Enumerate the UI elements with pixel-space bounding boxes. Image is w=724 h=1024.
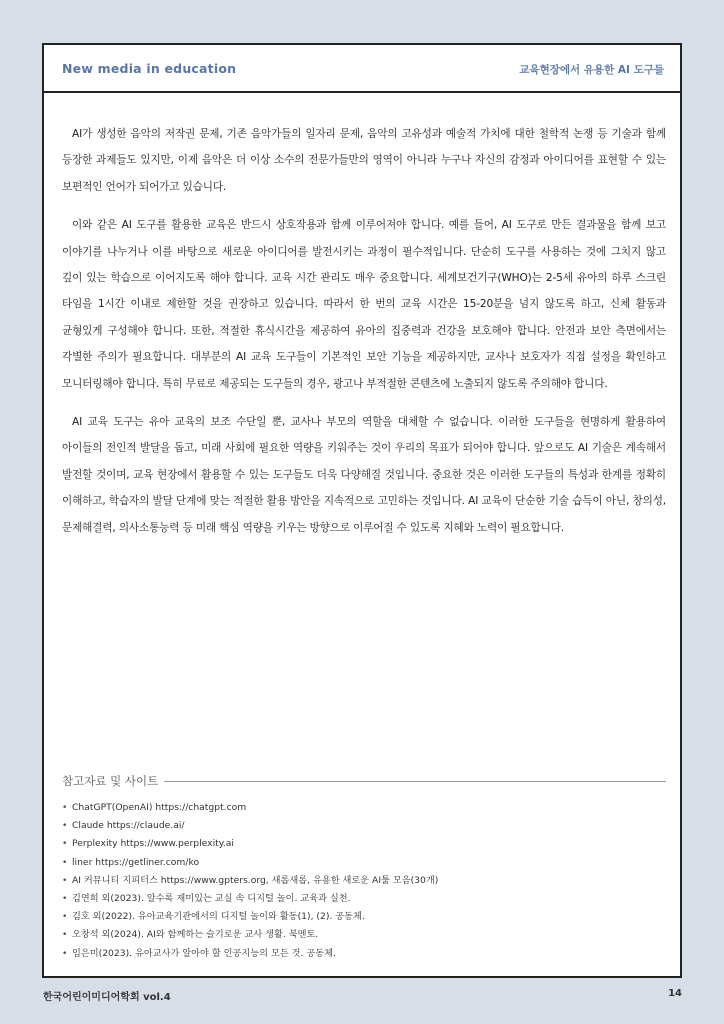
reference-item <box>62 817 666 835</box>
references-section <box>62 773 666 963</box>
paragraph-3: AI 교육 도구는 유아 교육의 보조 수단일 뿐, 교사나 부모의 역할을 대체할 수 없습니다. 이러한 도구들을 현명하게 활용하여 아이들의 전인적 발달을 돕고, 미래 사회에 필요한 역량을 키워주는 것이 우리의 목표가 되어야 합니다. 앞으로도 AI 기술은 계속해서 발전할 것이며, 교육 현장에서 활용할 수 있는 도구들도 더욱 다양해질 것입니다. 중요한 것은 이러한 도구들의 특성과 한계를 정확히 이해하고, 학습자의 발달 단계에 맞는 적절한 활용 방안을 지속적으로 고민하는 것입니다. AI 교육이 단순한 기술 습득이 아닌, 창의성, 문제해결력, 의사소통능력 등 미래 핵심 역량을 키우는 방향으로 이루어질 수 있도록 지혜와 노력이 필요합니다. <box>62 416 666 534</box>
reference-text: 임은미(2023). 유아교사가 알아야 할 인공지능의 모든 것. 공동체. <box>72 947 336 959</box>
bullet-icon: • <box>62 893 68 905</box>
reference-item <box>62 835 666 853</box>
page-number: 14 <box>668 988 682 999</box>
bullet-icon: • <box>62 820 68 832</box>
bullet-icon: • <box>62 947 68 959</box>
reference-item <box>62 945 666 963</box>
page-frame <box>42 43 682 978</box>
article-body <box>62 121 666 553</box>
bullet-icon: • <box>62 802 68 813</box>
bullet-icon: • <box>62 874 68 886</box>
reference-text: 오창석 외(2024). AI와 함께하는 슬기로운 교사 생활. 북멘토. <box>72 929 319 941</box>
reference-item <box>62 890 666 908</box>
bullet-icon: • <box>62 911 68 923</box>
reference-text: Claude https://claude.ai/ <box>72 820 185 832</box>
header-section-title: New media in education <box>62 61 237 76</box>
reference-item <box>62 872 666 890</box>
paragraph-2: 이와 같은 AI 도구를 활용한 교육은 반드시 상호작용과 함께 이루어져야 합니다. 예를 들어, AI 도구로 만든 결과물을 함께 보고 이야기를 나누거나 이를 바탕으로 새로운 아이디어를 발전시키는 과정이 필수적입니다. 단순히 도구를 사용하는 것에 그치지 않고 깊이 있는 학습으로 이어지도록 해야 합니다. 교육 시간 관리도 매우 중요합니다. 세계보건기구(WHO)는 2-5세 유아의 하루 스크린 타임을 1시간 이내로 제한할 것을 권장하고 있습니다. 따라서 한 번의 교육 시간은 15-20분을 넘지 않도록 하고, 신체 활동과 균형있게 구성해야 합니다. 또한, 적절한 휴식시간을 제공하여 유아의 집중력과 건강을 보호해야 합니다. 안전과 보안 측면에서는 각별한 주의가 필요합니다. 대부분의 AI 교육 도구들이 기본적인 보안 기능을 제공하지만, 교사나 보호자가 직접 설정을 확인하고 모니터링해야 합니다. 특히 무료로 제공되는 도구들의 경우, 광고나 부적절한 콘텐츠에 노출되지 않도록 주의해야 합니다. <box>62 219 666 390</box>
reference-text: ChatGPT(OpenAI) https://chatgpt.com <box>72 802 247 813</box>
bullet-icon: • <box>62 856 68 868</box>
references-list <box>62 799 666 963</box>
reference-text: 김연희 외(2023). 알수록 재미있는 교실 속 디지털 놀이. 교육과 실천. <box>72 893 351 905</box>
reference-item <box>62 926 666 944</box>
references-title: 참고자료 및 사이트 <box>62 774 159 788</box>
references-heading-row <box>62 773 666 789</box>
paragraph-1: AI가 생성한 음악의 저작권 문제, 기존 음악가들의 일자리 문제, 음악의 고유성과 예술적 가치에 대한 철학적 논쟁 등 기술과 함께 등장한 과제들도 있지만, 이제 음악은 더 이상 소수의 전문가들만의 영역이 아니라 누구나 자신의 감정과 아이디어를 표현할 수 있는 보편적인 언어가 되어가고 있습니다. <box>62 128 666 193</box>
reference-text: liner https://getliner.com/ko <box>72 856 200 868</box>
bullet-icon: • <box>62 838 68 850</box>
reference-item <box>62 799 666 817</box>
reference-item <box>62 908 666 926</box>
header-article-title: 교육현장에서 유용한 AI 도구들 <box>519 64 664 76</box>
footer-publication: 한국어린이미디어학회 vol.4 <box>43 992 171 1003</box>
references-divider <box>164 781 666 782</box>
page-header <box>44 45 680 93</box>
reference-text: AI 커뮤니티 지피터스 https://www.gpters.org, 새롭새롭, 유용한 새로운 AI툴 모음(30개) <box>72 874 439 886</box>
reference-item <box>62 854 666 872</box>
reference-text: 김호 외(2022). 유아교육기관에서의 디지털 놀이와 활동(1), (2). 공동체. <box>72 911 365 923</box>
bullet-icon: • <box>62 929 68 941</box>
reference-text: Perplexity https://www.perplexity.ai <box>72 838 234 850</box>
